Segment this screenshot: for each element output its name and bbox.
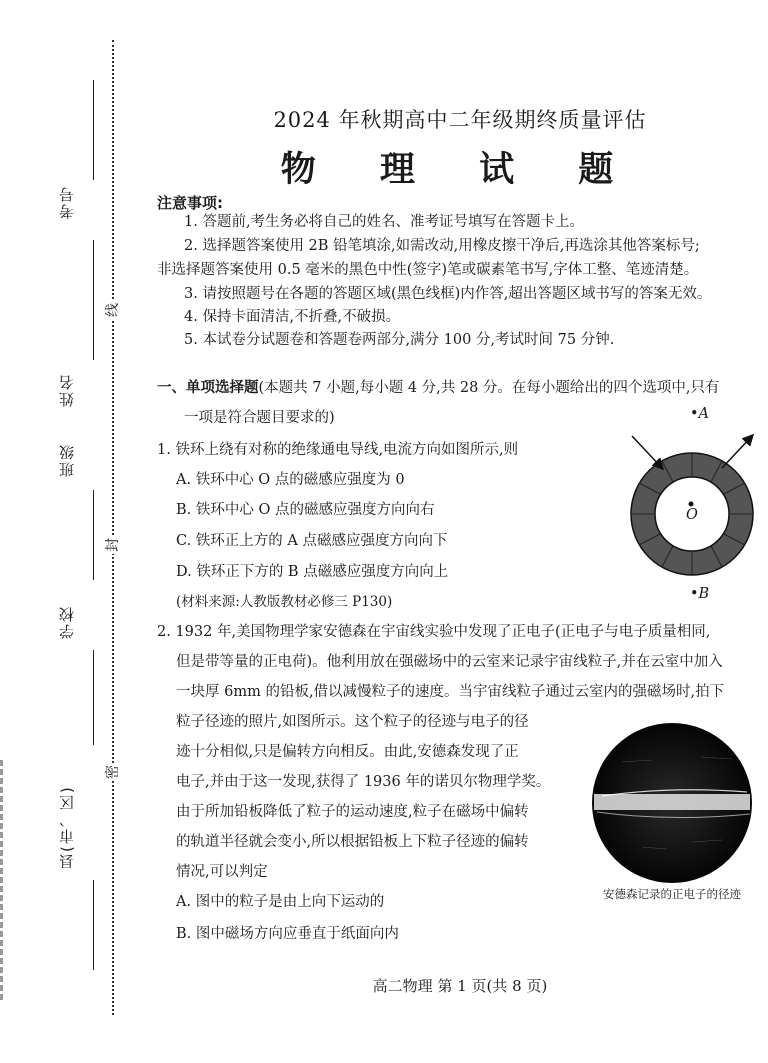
- seal-char-secret: 密: [102, 763, 122, 781]
- q2-text-line: 由于所加铅板降低了粒子的运动速度,粒子在磁场中偏转: [176, 804, 529, 820]
- q2-text-line: 2. 1932 年,美国物理学家安德森在宇宙线实验中发现了正电子(正电子与电子质量相同,: [157, 624, 711, 640]
- note-item: 4. 保持卡面清洁,不折叠,不破损。: [184, 309, 401, 325]
- field-label-name: 姓名: [58, 373, 76, 408]
- q2-text-line: 粒子径迹的照片,如图所示。这个粒子的径迹与电子的径: [176, 714, 529, 730]
- q2-option-a: A. 图中的粒子是由上向下运动的: [176, 894, 385, 910]
- section-header: [157, 378, 720, 398]
- note-item: 1. 答题前,考生务必将自己的姓名、准考证号填写在答题卡上。: [184, 214, 585, 230]
- q1-option-b: B. 铁环中心 O 点的磁感应强度方向向右: [176, 502, 435, 518]
- note-item: 5. 本试卷分试题卷和答题卷两部分,满分 100 分,考试时间 75 分钟.: [184, 332, 615, 348]
- q1-option-c: C. 铁环正上方的 A 点磁感应强度方向向下: [176, 533, 448, 549]
- q2-option-b: B. 图中磁场方向应垂直于纸面向内: [176, 926, 399, 942]
- q2-text-line: 一块厚 6mm 的铅板,借以减慢粒子的速度。当宇宙线粒子通过云室内的强磁场时,拍下: [176, 684, 725, 700]
- section-title: 一、单项选择题: [157, 380, 259, 396]
- current-arrow-out: [722, 436, 752, 468]
- q2-text-line: 的轨道半径就会变小,所以根据铅板上下粒子径迹的偏转: [176, 834, 529, 850]
- seal-char-line: 线: [102, 301, 122, 319]
- q2-text-line: 迹十分相似,只是偏转方向相反。由此,安德森发现了正: [176, 744, 519, 760]
- q2-text-line: 情况,可以判定: [176, 864, 268, 880]
- field-label-class: 班级: [58, 443, 76, 478]
- section-desc: (本题共 7 小题,每小题 4 分,共 28 分。在每小题给出的四个选项中,只有: [258, 380, 720, 396]
- q1-option-a: A. 铁环中心 O 点的磁感应强度为 0: [176, 472, 405, 488]
- field-rule-class: [93, 490, 94, 580]
- lead-plate: [594, 794, 750, 810]
- exam-title: 2024 年秋期高中二年级期终质量评估: [273, 108, 647, 132]
- field-rule-county: [93, 880, 94, 970]
- point-a-label: •A: [690, 406, 710, 422]
- note-item: 非选择题答案使用 0.5 毫米的黑色中性(签字)笔或碳素笔书写,字体工整、笔迹清楚。: [157, 262, 699, 278]
- point-b-label: •B: [690, 586, 710, 602]
- current-arrow-in: [632, 436, 662, 468]
- note-item: 2. 选择题答案使用 2B 铅笔填涂,如需改动,用橡皮擦干净后,再选涂其他答案标号;: [184, 238, 700, 254]
- subject-title: 物 理 试 题: [280, 150, 640, 190]
- page-footer: 高二物理 第 1 页(共 8 页): [372, 977, 548, 995]
- note-item: 3. 请按照题号在各题的答题区域(黑色线框)内作答,超出答题区域书写的答案无效。: [184, 286, 712, 302]
- point-o-label: O: [686, 507, 698, 523]
- field-label-school: 学校: [58, 605, 76, 640]
- seal-char-seal: 封: [102, 536, 122, 554]
- photo-caption: 安德森记录的正电子的径迹: [603, 887, 741, 901]
- q1-source: (材料来源:人教版教材必修三 P130): [176, 594, 393, 610]
- field-rule-name: [93, 240, 94, 360]
- field-label-exam-no: 考号: [58, 185, 76, 220]
- q1-stem: 1. 铁环上绕有对称的绝缘通电导线,电流方向如图所示,则: [157, 442, 519, 458]
- section-desc-cont: 一项是符合题目要求的): [184, 410, 335, 426]
- field-rule-school: [93, 650, 94, 745]
- binding-dotted-line: [112, 40, 114, 1015]
- cloud-chamber-photo: [582, 722, 762, 884]
- q2-text-line: 电子,并由于这一发现,获得了 1936 年的诺贝尔物理学奖。: [176, 774, 551, 790]
- field-rule-exam-no: [93, 80, 94, 180]
- q2-text-line: 但是带等量的正电荷)。他利用放在强磁场中的云室来记录宇宙线粒子,并在云室中加入: [176, 654, 723, 670]
- field-label-county: 县(市、区): [58, 785, 76, 870]
- notes-heading: 注意事项:: [157, 194, 223, 212]
- q1-option-d: D. 铁环正下方的 B 点磁感应强度方向向上: [176, 564, 449, 580]
- edge-scan-marks: [0, 760, 9, 1000]
